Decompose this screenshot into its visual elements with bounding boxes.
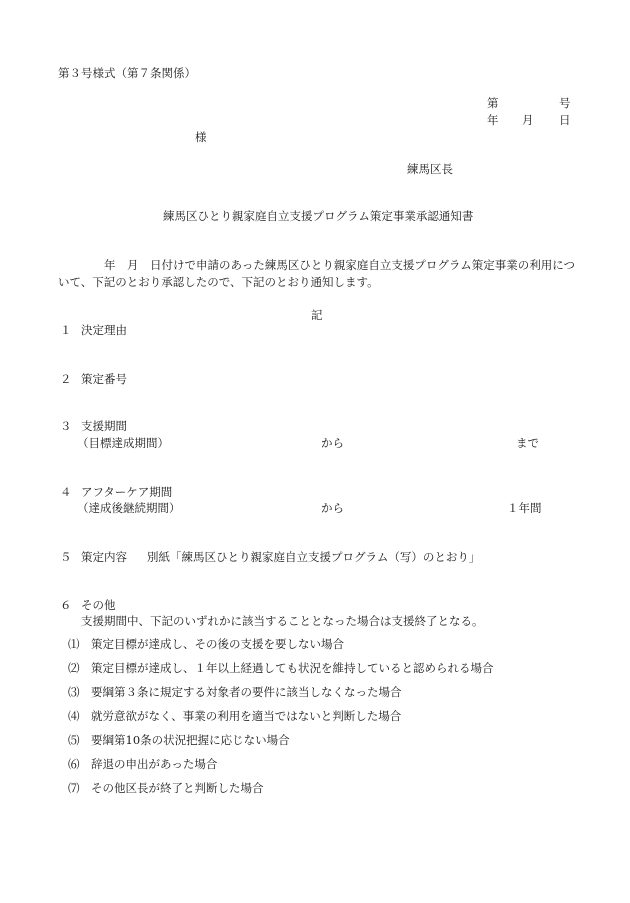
intro-year: 年 <box>104 258 116 272</box>
date-year: 年 <box>487 113 499 127</box>
item3-label: 支援期間 <box>81 419 127 433</box>
item4-number: ４ <box>60 485 72 499</box>
intro-line1: 日付けで申請のあった練馬区ひとり親家庭自立支援プログラム策定事業の利用につ <box>150 258 576 272</box>
item3-sub: （目標達成期間） <box>77 436 169 450</box>
item6-intro: 支援期間中、下記のいずれかに該当することとなった場合は支援終了となる。 <box>81 614 484 628</box>
condition-text: その他区長が終了と判断した場合 <box>91 781 264 795</box>
condition-text: 策定目標が達成し、１年以上経過しても状況を維持していると認められる場合 <box>91 661 494 675</box>
addressee-suffix: 様 <box>195 130 207 144</box>
condition-number: ⑶ <box>68 685 80 699</box>
intro-month: 月 <box>127 258 139 272</box>
item2-label: 策定番号 <box>81 372 127 386</box>
item3-to: まで <box>516 436 539 450</box>
item1-number: １ <box>60 323 72 337</box>
item1-label: 決定理由 <box>81 323 127 337</box>
item6-label: その他 <box>81 598 116 612</box>
number-go: 号 <box>559 96 571 110</box>
item4-period: １年間 <box>507 501 542 515</box>
condition-number: ⑺ <box>68 781 80 795</box>
date-month: 月 <box>522 113 534 127</box>
item5-number: ５ <box>60 550 72 564</box>
condition-text: 要綱第10条の状況把握に応じない場合 <box>91 733 290 747</box>
condition-text: 就労意欲がなく、事業の利用を適当ではないと判断した場合 <box>91 709 402 723</box>
item5-value: 別紙「練馬区ひとり親家庭自立支援プログラム（写）のとおり」 <box>147 550 481 564</box>
item3-from: から <box>321 436 344 450</box>
condition-number: ⑸ <box>68 733 80 747</box>
ki-heading: 記 <box>311 308 323 322</box>
item2-number: ２ <box>60 372 72 386</box>
document-title: 練馬区ひとり親家庭自立支援プログラム策定事業承認通知書 <box>163 209 474 223</box>
condition-text: 辞退の申出があった場合 <box>91 757 218 771</box>
condition-number: ⑴ <box>68 637 80 651</box>
condition-number: ⑷ <box>68 709 80 723</box>
condition-number: ⑵ <box>68 661 80 675</box>
date-day: 日 <box>559 113 571 127</box>
intro-line2: いて、下記のとおり承認したので、下記のとおり通知します。 <box>58 275 379 289</box>
issuer: 練馬区長 <box>407 162 453 176</box>
item5-label: 策定内容 <box>81 550 127 564</box>
condition-text: 策定目標が達成し、その後の支援を要しない場合 <box>91 637 344 651</box>
form-label: 第３号様式（第７条関係） <box>58 66 196 80</box>
item6-number: ６ <box>60 598 72 612</box>
number-dai: 第 <box>487 96 499 110</box>
item4-label: アフターケア期間 <box>81 485 173 499</box>
item4-sub: （達成後継続期間） <box>77 501 181 515</box>
condition-text: 要綱第３条に規定する対象者の要件に該当しなくなった場合 <box>91 685 402 699</box>
item3-number: ３ <box>60 419 72 433</box>
condition-number: ⑹ <box>68 757 80 771</box>
item4-from: から <box>321 501 344 515</box>
